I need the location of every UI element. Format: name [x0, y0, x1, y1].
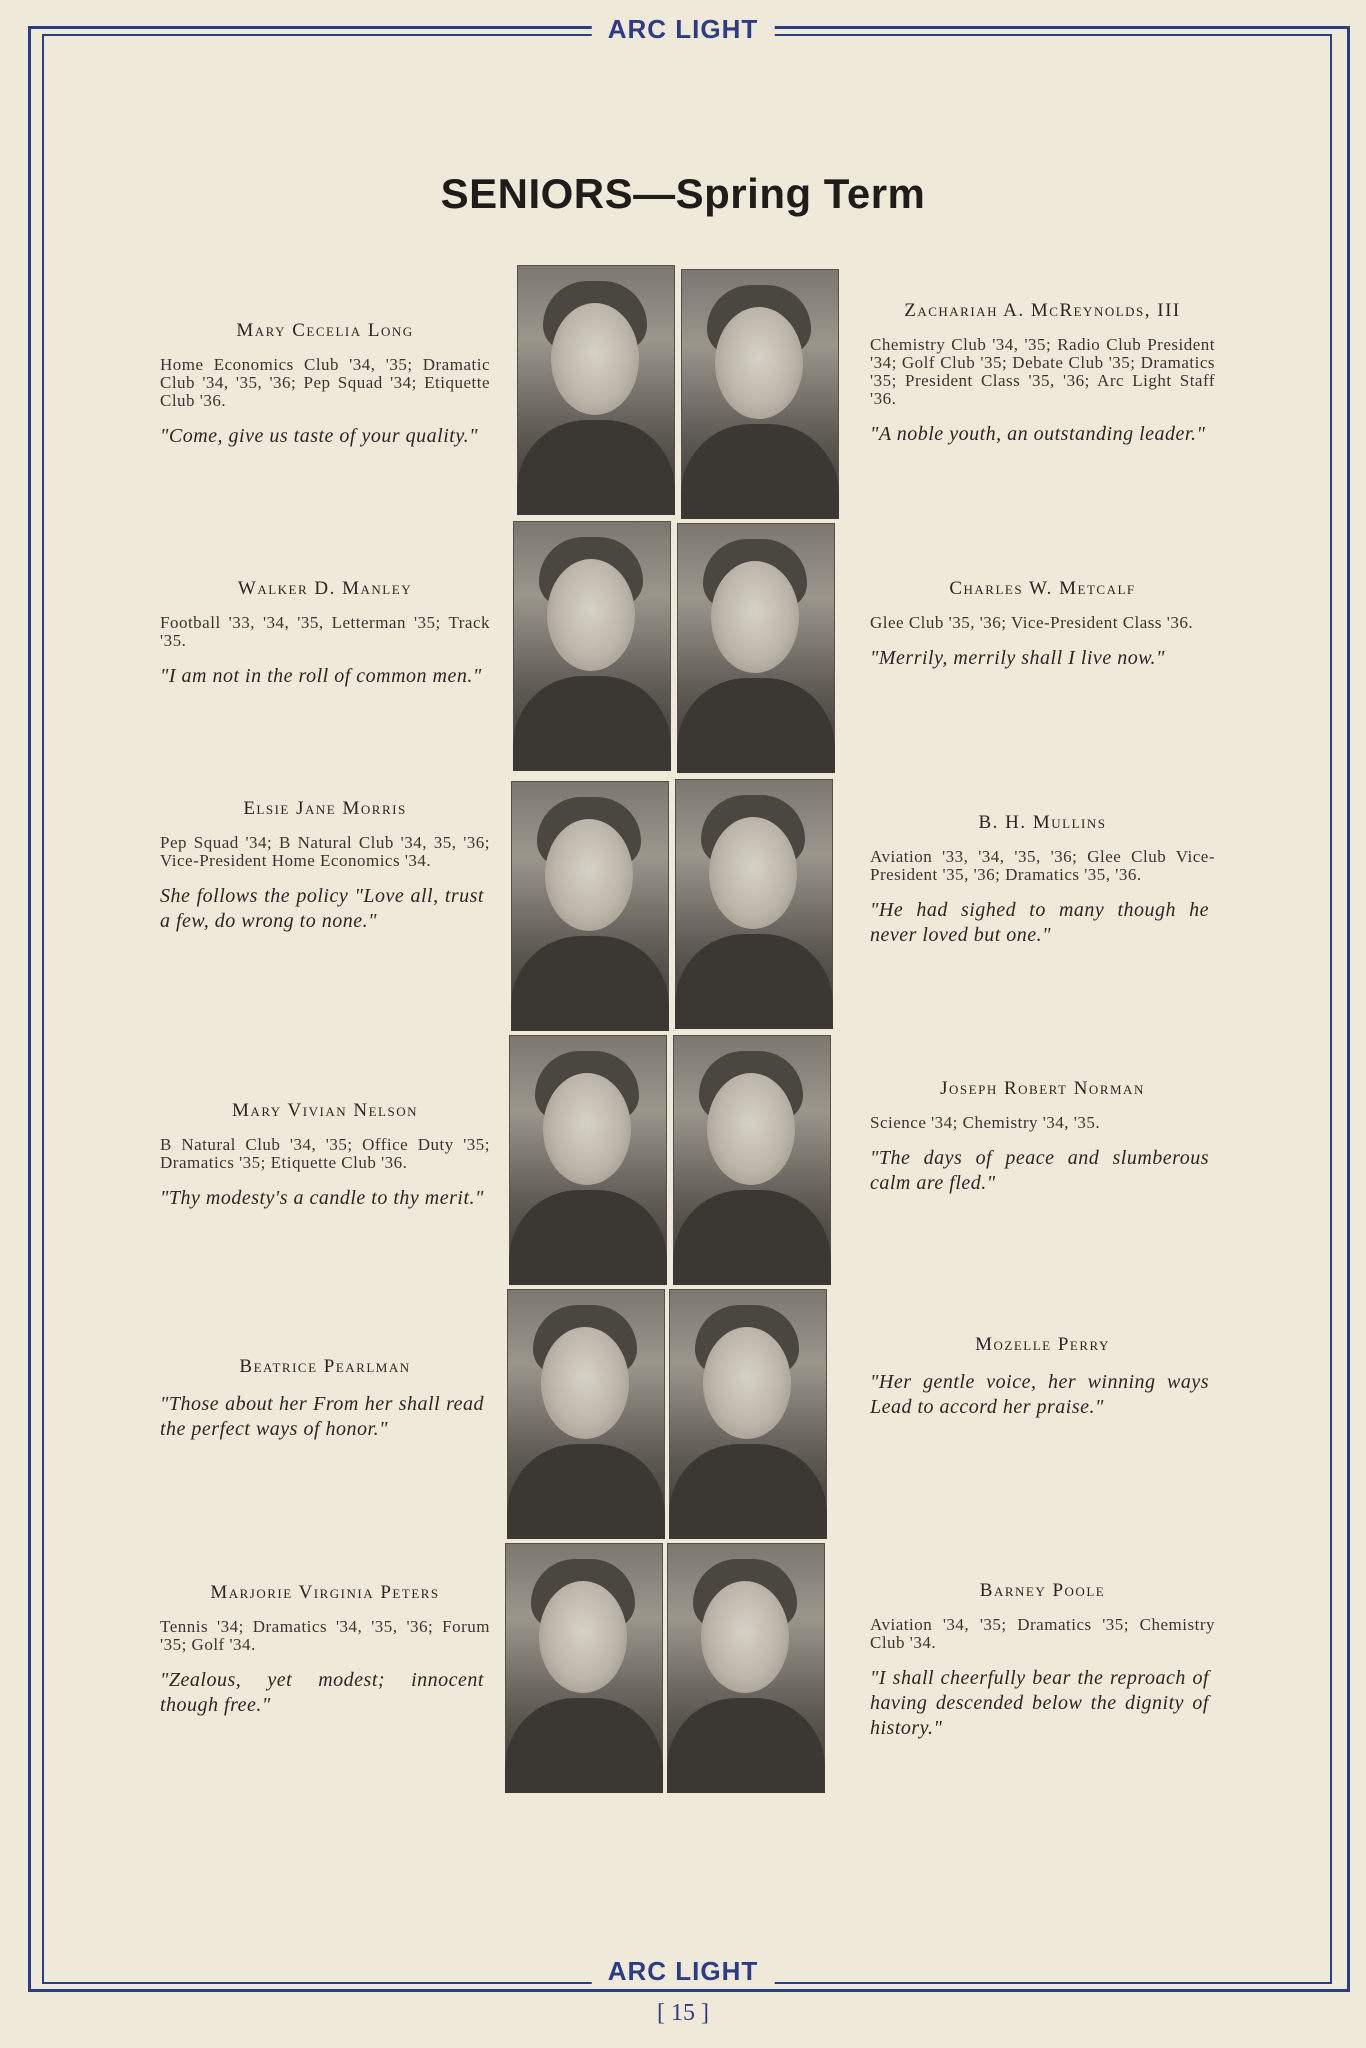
senior-name: Mary Cecelia Long: [236, 320, 414, 341]
senior-name: Charles W. Metcalf: [949, 578, 1136, 599]
footer-banner: ARC LIGHT: [592, 1956, 775, 1987]
senior-entry: [870, 578, 1215, 671]
portrait-photo: [513, 521, 671, 771]
portrait-photo: [681, 269, 839, 519]
senior-quote: "Those about her From her shall read the perfect ways of honor.": [160, 1393, 484, 1440]
senior-entry: [870, 300, 1215, 447]
senior-quote: "Her gentle voice, her winning ways Lead to accord her praise.": [870, 1371, 1209, 1418]
header-banner: ARC LIGHT: [592, 14, 775, 45]
senior-activities: Football '33, '34, '35, Letterman '35; Track '35.: [160, 613, 490, 650]
senior-quote: She follows the policy "Love all, trust a few, do wrong to none.": [160, 885, 484, 932]
senior-entry: [160, 1356, 490, 1442]
senior-activities: Pep Squad '34; B Natural Club '34, 35, '36; Vice-President Home Economics '34.: [160, 833, 490, 870]
portrait-photo: [669, 1289, 827, 1539]
portrait-photo: [507, 1289, 665, 1539]
portrait-photo: [667, 1543, 825, 1793]
senior-activities: Science '34; Chemistry '34, '35.: [870, 1113, 1101, 1132]
senior-quote: "Merrily, merrily shall I live now.": [870, 647, 1165, 669]
senior-entry: [870, 812, 1215, 948]
senior-name: Mozelle Perry: [975, 1334, 1110, 1355]
senior-name: Joseph Robert Norman: [940, 1078, 1145, 1099]
senior-name: Zachariah A. McReynolds, III: [904, 300, 1181, 321]
senior-activities: B Natural Club '34, '35; Office Duty '35; Dramatics '35; Etiquette Club '36.: [160, 1135, 490, 1172]
portrait-photo: [675, 779, 833, 1029]
senior-entry: [160, 320, 490, 449]
senior-entry: [870, 1334, 1215, 1420]
page-number: [ 15 ]: [657, 2000, 709, 2026]
senior-activities: Aviation '33, '34, '35, '36; Glee Club Vice-President '35, '36; Dramatics '35, '36.: [870, 847, 1215, 884]
senior-name: Walker D. Manley: [237, 578, 413, 599]
senior-activities: Chemistry Club '34, '35; Radio Club President '34; Golf Club '35; Debate Club '35; Dramatics '35; President Class '35, '36; Arc Light Staff '36.: [870, 335, 1215, 408]
senior-name: Beatrice Pearlman: [239, 1356, 411, 1377]
senior-activities: Glee Club '35, '36; Vice-President Class '36.: [870, 613, 1194, 632]
portrait-photo: [517, 265, 675, 515]
senior-name: Marjorie Virginia Peters: [210, 1582, 440, 1603]
senior-quote: "He had sighed to many though he never loved but one.": [870, 899, 1209, 946]
senior-quote: "A noble youth, an outstanding leader.": [870, 423, 1206, 445]
senior-quote: "Zealous, yet modest; innocent though free.": [160, 1669, 484, 1716]
senior-name: Elsie Jane Morris: [243, 798, 407, 819]
portrait-photo: [511, 781, 669, 1031]
senior-entry: [160, 798, 490, 934]
senior-entry: [160, 1582, 490, 1718]
portrait-photo: [509, 1035, 667, 1285]
senior-entry: [870, 1580, 1215, 1741]
page-title: SENIORS—Spring Term: [440, 170, 926, 217]
senior-entry: [160, 1100, 490, 1211]
senior-quote: "I shall cheerfully bear the reproach of having descended below the dignity of history.": [870, 1667, 1209, 1739]
senior-activities: Tennis '34; Dramatics '34, '35, '36; Forum '35; Golf '34.: [160, 1617, 490, 1654]
senior-name: Mary Vivian Nelson: [232, 1100, 418, 1121]
senior-quote: "Come, give us taste of your quality.": [160, 425, 478, 447]
senior-entry: [870, 1078, 1215, 1196]
portrait-photo: [505, 1543, 663, 1793]
senior-name: Barney Poole: [979, 1580, 1106, 1601]
senior-quote: "I am not in the roll of common men.": [160, 665, 482, 687]
senior-name: B. H. Mullins: [978, 812, 1107, 833]
portrait-photo: [673, 1035, 831, 1285]
senior-entry: [160, 578, 490, 689]
senior-quote: "The days of peace and slumberous calm are fled.": [870, 1147, 1209, 1194]
senior-quote: "Thy modesty's a candle to thy merit.": [160, 1187, 484, 1209]
portrait-photo: [677, 523, 835, 773]
senior-activities: Home Economics Club '34, '35; Dramatic Club '34, '35, '36; Pep Squad '34; Etiquette Club '36.: [160, 355, 490, 410]
senior-activities: Aviation '34, '35; Dramatics '35; Chemistry Club '34.: [870, 1615, 1215, 1652]
